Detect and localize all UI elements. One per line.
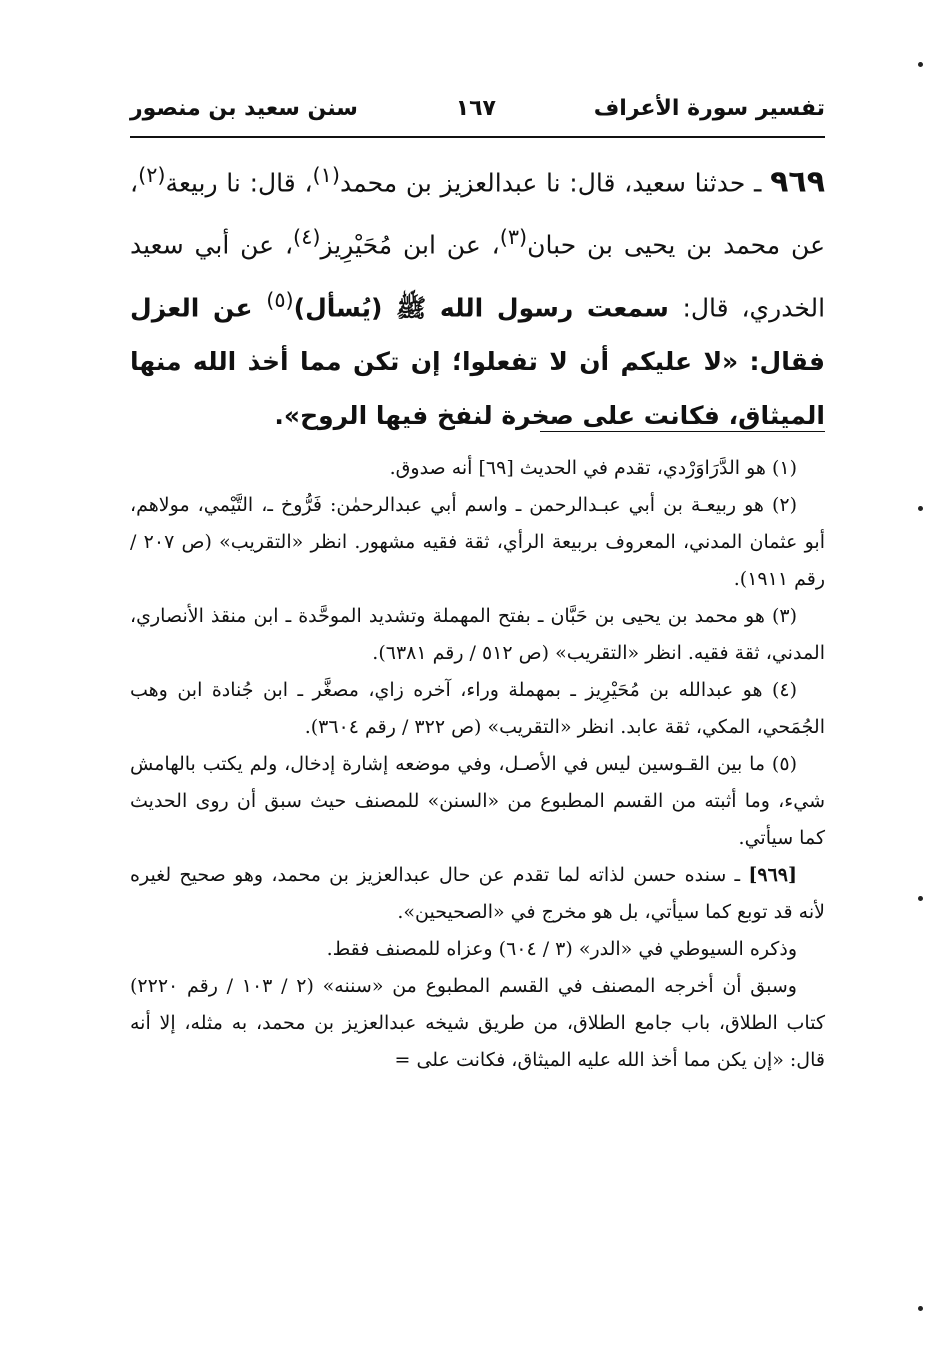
takhrij-paragraph-1: [٩٦٩] ـ سنده حسن لذاته لما تقدم عن حال عبدالعزيز بن محمد، وهو صحيح لغيره لأنه قد توبع كما سيأتي، بل هو مخرج في «الصحيحين». xyxy=(130,864,825,923)
footnote-3: (٣) هو محمد بن يحيى بن حَبَّان ـ بفتح المهملة وتشديد الموحَّدة ـ ابن منقذ الأنصاري، المدني، ثقة فقيه. انظر «التقريب» (ص ٥١٢ / رقم ٦٣٨١). xyxy=(130,605,825,664)
footnote-ref-5: (٥) xyxy=(266,287,294,312)
footnote-ref-3: (٣) xyxy=(499,225,528,250)
footnote-ref-1: (١) xyxy=(312,163,340,187)
hadith-matn: سمعت رسول الله ﷺ (يُسأل) xyxy=(293,292,683,322)
running-header xyxy=(130,88,825,128)
page-number: ١٦٧ xyxy=(455,95,496,121)
takhrij-ref: [٩٦٩] xyxy=(748,864,797,886)
footnote-4: (٤) هو عبدالله بن مُحَيْرِيز ـ بمهملة وراء، آخره زاي، مصغَّر ـ ابن جُنادة ابن وهب الجُمَحي، المكي، ثقة عابد. انظر «التقريب» (ص ٣٢٢ / رقم ٣٦٠٤). xyxy=(130,679,825,738)
scan-speck xyxy=(918,62,923,67)
footnote-5: (٥) ما بين القـوسين ليس في الأصـل، وفي موضعه إشارة إدخال، ولم يكتب بالهامش شيء، وما أثبته من القسم المطبوع من «السنن» للمصنف حيث سبق أن روى الحديث كما سيأتي. xyxy=(130,753,825,849)
scan-speck xyxy=(918,506,923,511)
footnotes-section xyxy=(130,450,825,1079)
book-title: سنن سعيد بن منصور xyxy=(130,95,358,121)
header-rule xyxy=(130,136,825,138)
takhrij-paragraph-2: وذكره السيوطي في «الدر» (٣ / ٦٠٤) وعزاه للمصنف فقط. xyxy=(326,938,797,960)
footnote-ref-4: (٤) xyxy=(293,225,321,250)
hadith-text: ٩٦٩ ـ حدثنا سعيد، قال: نا عبدالعزيز بن محمد$^{(١)}$، قال: نا ربيعة$^{(٢)}$، عن محمد بن يحيى بن حبان$^{(٣)}$، عن ابن مُحَيْرِيز$^{(٤)}$، عن أبي سعيد الخدري، قال: سمعت رسول الله ﷺ (يُسأل)$^{(٥)}$ عن العزل فقال: «لا عليكم أن لا تفعلوا؛ إن تكن مما أخذ الله منها الميثاق، فكانت على صخرة لنفخ فيها الروح». xyxy=(130,163,826,430)
footnote-ref-2: (٢) xyxy=(138,163,166,187)
footnote-1: (١) هو الدَّرَاوَرْدي، تقدم في الحديث [٦٩] أنه صدوق. xyxy=(389,457,797,479)
hadith-number: ٩٦٩ xyxy=(770,164,826,200)
scan-speck xyxy=(918,896,923,901)
scan-speck xyxy=(918,1306,923,1311)
footnote-2: (٢) هو ربيعـة بن أبي عبـدالرحمن ـ واسم أبي عبدالرحمٰن: فَرُّوخ ـ، التَّيْمي، مولاهم، أبو عثمان المدني، المعروف بربيعة الرأي، ثقة فقيه مشهور. انظر «التقريب» (ص ٢٠٧ / رقم ١٩١١). xyxy=(130,494,825,590)
footnote-separator xyxy=(540,431,825,432)
chapter-title: تفسير سورة الأعراف xyxy=(593,95,825,121)
takhrij-paragraph-3: وسبق أن أخرجه المصنف في القسم المطبوع من «سننه» (٢ / ١٠٣ / رقم ٢٢٢٠) كتاب الطلاق، باب جامع الطلاق، من طريق شيخه عبدالعزيز بن محمد، به مثله، إلا أنه قال: «إن يكن مما أخذ الله عليه الميثاق، فكانت على = xyxy=(130,975,825,1071)
hadith-isnad: حدثنا سعيد، قال: نا عبدالعزيز بن محمد xyxy=(340,168,746,198)
